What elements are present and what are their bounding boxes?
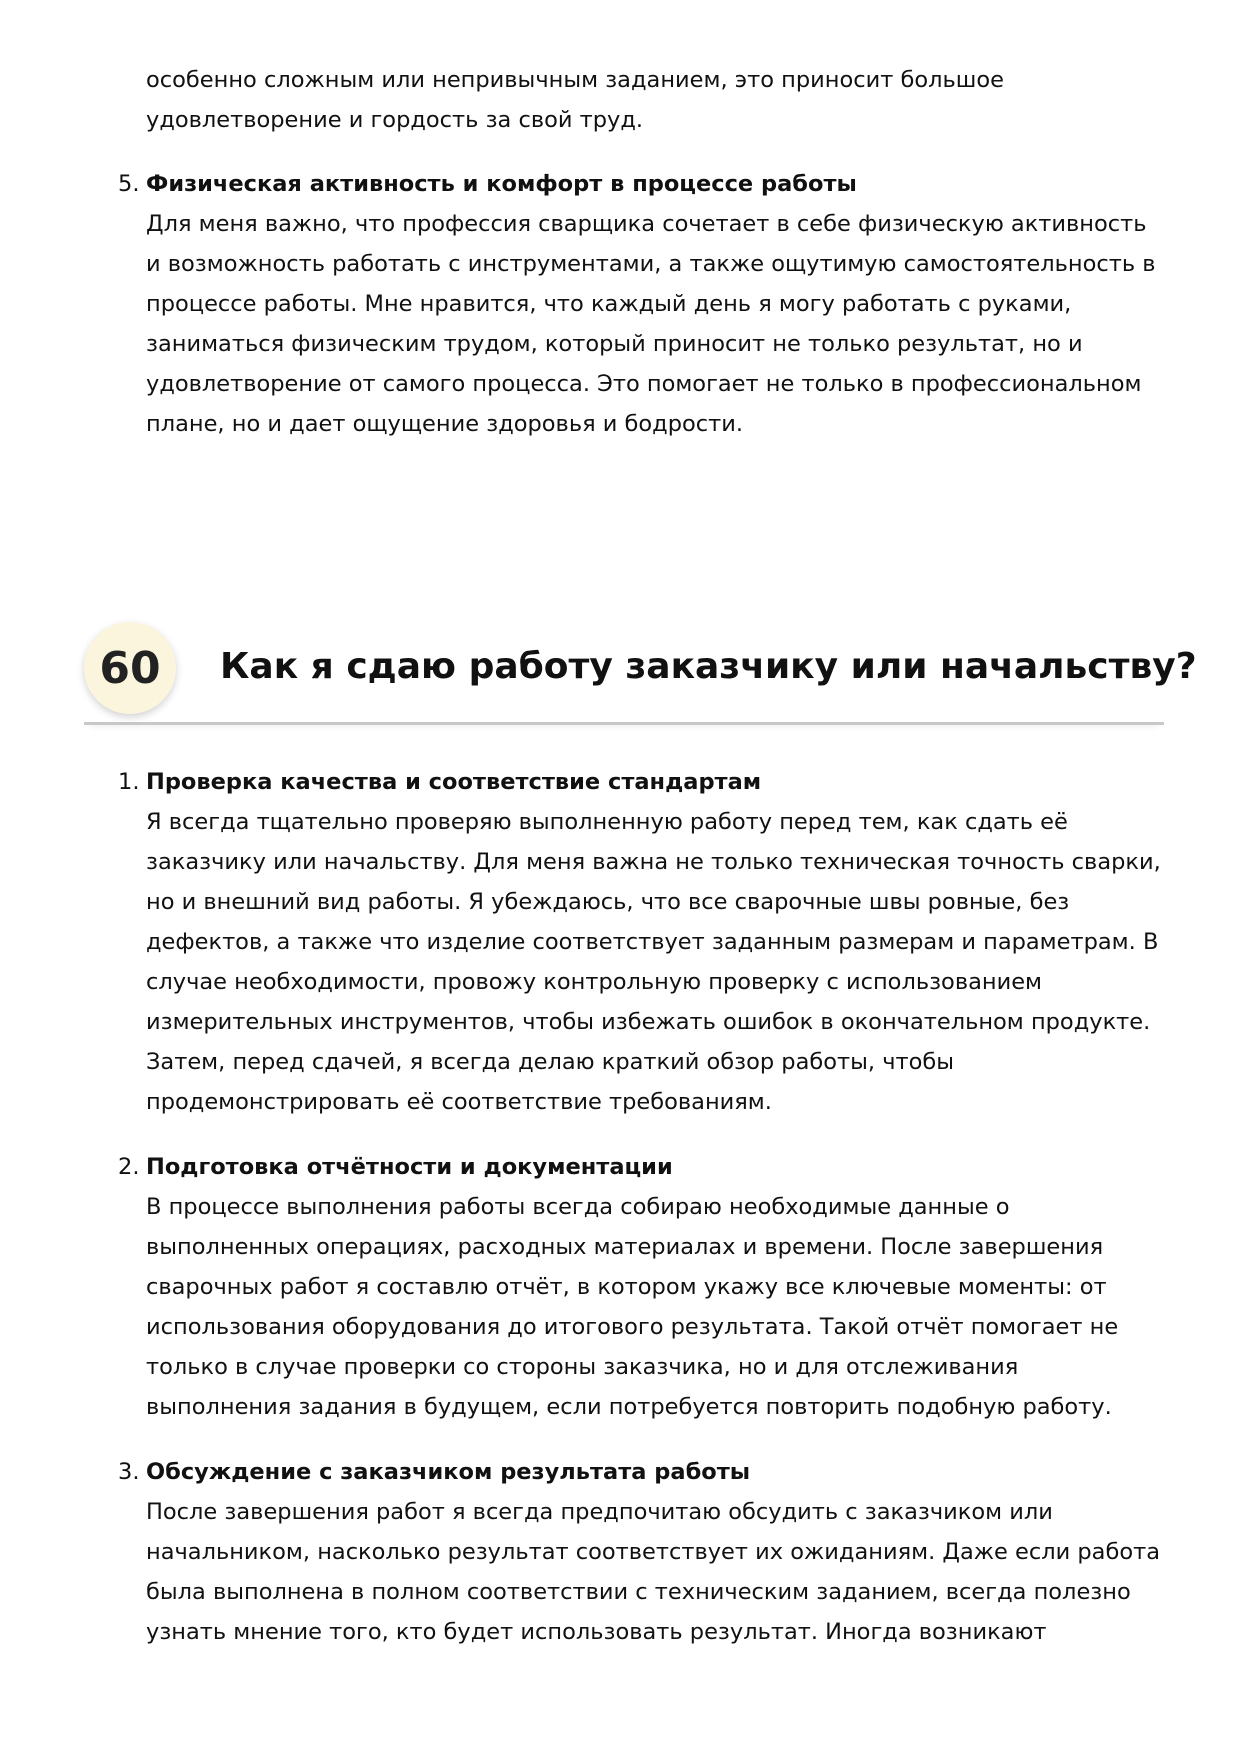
list-item-body: В процессе выполнения работы всегда собираю необходимые данные о выполненных операциях, расходных материалах и времени. После завершения сварочных работ я составлю отчёт, в котором укажу все ключевые моменты: от использования оборудования до итогового результата. Такой отчёт помогает не только в случае проверки со стороны заказчика, но и для отслеживания выполнения задания в будущем, если потребуется повторить подобную работу. (146, 1194, 1119, 1420)
list-item-quality-check (118, 762, 1166, 1122)
list-item-title: Физическая активность и комфорт в процессе работы (146, 171, 857, 197)
list-item-number: 5. (118, 171, 140, 197)
section-header (84, 612, 1197, 725)
list-item-reporting (118, 1147, 1166, 1427)
list-item-heading (118, 762, 1166, 802)
list-item-title: Проверка качества и соответствие стандартам (146, 769, 762, 795)
list-item-title: Обсуждение с заказчиком результата работы (146, 1459, 751, 1485)
list-item-number: 1. (118, 769, 140, 795)
list-item-heading (118, 1147, 1166, 1187)
list-item-discussion (118, 1452, 1166, 1652)
section-number-badge: 60 (84, 622, 176, 714)
list-item-physical-activity (118, 164, 1166, 444)
list-item-body: После завершения работ я всегда предпочитаю обсудить с заказчиком или начальником, насколько результат соответствует их ожиданиям. Даже если работа была выполнена в полном соответствии с техническим заданием, всегда полезно узнать мнение того, кто будет использовать результат. Иногда возникают (146, 1499, 1160, 1645)
intro-continuation-paragraph: особенно сложным или непривычным заданием, это приносит большое удовлетворение и гордость за свой труд. (146, 67, 1004, 133)
list-item-heading (118, 1452, 1166, 1492)
list-item-body: Для меня важно, что профессия сварщика сочетает в себе физическую активность и возможность работать с инструментами, а также ощутимую самостоятельность в процессе работы. Мне нравится, что каждый день я могу работать с руками, заниматься физическим трудом, который приносит не только результат, но и удовлетворение от самого процесса. Это помогает не только в профессиональном плане, но и дает ощущение здоровья и бодрости. (146, 211, 1156, 437)
list-item-heading (118, 164, 1166, 204)
list-item-body: Я всегда тщательно проверяю выполненную работу перед тем, как сдать её заказчику или начальству. Для меня важна не только техническая точность сварки, но и внешний вид работы. Я убеждаюсь, что все сварочные швы ровные, без дефектов, а также что изделие соответствует заданным размерам и параметрам. В случае необходимости, провожу контрольную проверку с использованием измерительных инструментов, чтобы избежать ошибок в окончательном продукте. Затем, перед сдачей, я всегда делаю краткий обзор работы, чтобы продемонстрировать её соответствие требованиям. (146, 809, 1161, 1115)
section-title: Как я сдаю работу заказчику или начальству? (220, 646, 1197, 687)
list-item-number: 2. (118, 1154, 140, 1180)
list-item-number: 3. (118, 1459, 140, 1485)
list-item-title: Подготовка отчётности и документации (146, 1154, 673, 1180)
